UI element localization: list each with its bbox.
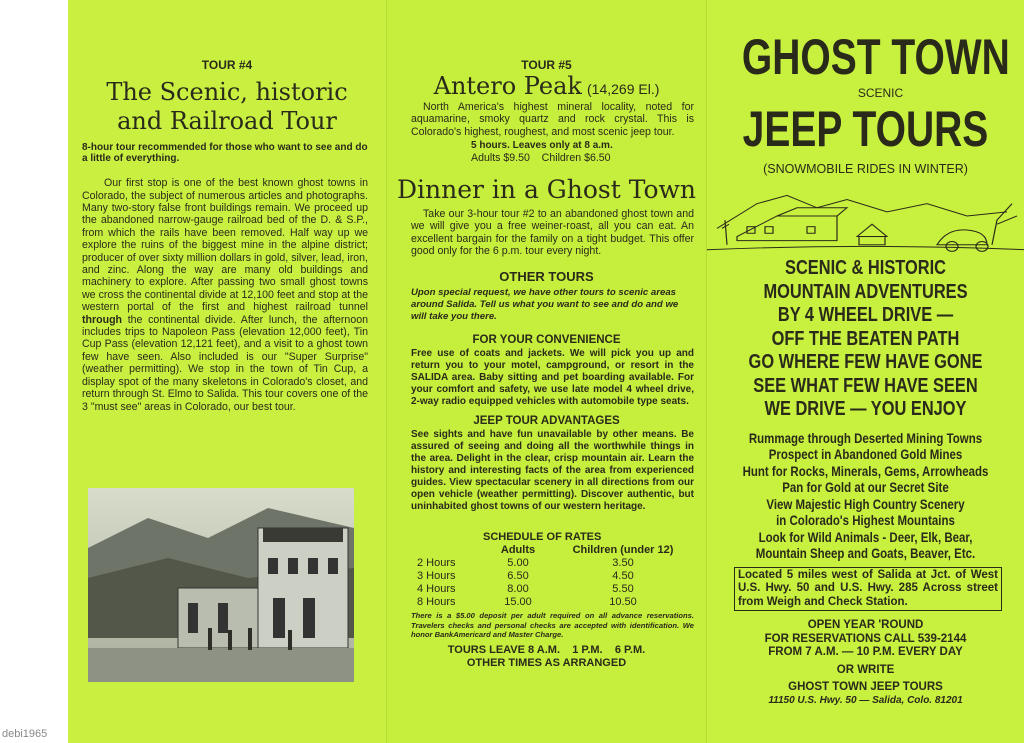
convenience-text: Free use of coats and jackets. We will pick you up and return you to your motel, campground, or resort in the SALIDA area. Baby sitting and pet boarding available. For your comfort and safety, we use late model 4 wheel drive, 2-way radio equipped vehicles with automobile type seats. xyxy=(411,348,694,408)
rates-header-row xyxy=(413,544,693,557)
table-row xyxy=(413,596,693,609)
slogans xyxy=(707,257,1024,422)
panel-cover xyxy=(706,0,1024,743)
dinner-title: Dinner in a Ghost Town xyxy=(396,174,697,204)
col-header: Adults xyxy=(500,544,536,557)
tour-leave-times: TOURS LEAVE 8 A.M. 1 P.M. 6 P.M. xyxy=(447,644,646,657)
antero-elevation: (14,269 El.) xyxy=(587,81,660,97)
reservation-hours: FROM 7 A.M. — 10 P.M. EVERY DAY xyxy=(768,646,963,658)
other-tours-text: Upon special request, we have other tours to scenic areas around Salida. Tell us what you want to see and do and we will take you there. xyxy=(411,287,679,323)
advantages-heading: JEEP TOUR ADVANTAGES xyxy=(473,415,620,428)
slogan: MOUNTAIN ADVENTURES xyxy=(763,280,968,303)
convenience-heading: FOR YOUR CONVENIENCE xyxy=(472,334,621,347)
reservations-phone: FOR RESERVATIONS CALL 539-2144 xyxy=(764,632,967,645)
activity: Prospect in Abandoned Gold Mines xyxy=(768,446,963,462)
activity: Pan for Gold at our Secret Site xyxy=(782,479,949,495)
slogan: GO WHERE FEW HAVE GONE xyxy=(748,351,983,373)
winter-note: (SNOWMOBILE RIDES IN WINTER) xyxy=(763,162,968,176)
cell: 5.50 xyxy=(612,582,634,595)
activity: View Majestic High Country Scenery xyxy=(766,495,965,512)
other-times: OTHER TIMES AS ARRANGED xyxy=(466,657,627,670)
activity: Mountain Sheep and Goats, Beaver, Etc. xyxy=(755,545,976,561)
cell: 8.00 xyxy=(507,582,529,595)
desc-part2: the continental divide. After lunch, the afternoon includes trips to Napoleon Pass (elevation 12,000 feet), Tin Cup Pass (elevation 12,121 feet), and a visit to a ghost town few have seen. Also included is our "Super Surprise" (weather permitting). We stop in the town of Tin Cup, a display spot of the many skeletons in Colorado's closet, and return through St. Elmo to Salida. This tour covers one of the 3 "must see" areas in Colorado, our best tour. xyxy=(82,313,368,413)
dinner-description: Take our 3-hour tour #2 to an abandoned ghost town and we will give you a free weiner-roast, all you can eat. An excellent bargain for the family on a tight budget. This offer good only for the 6 p.m. tour every night. xyxy=(411,207,694,258)
watermark: debi1965 xyxy=(2,728,48,740)
panel-tour-4 xyxy=(68,0,386,743)
other-tours-heading: OTHER TOURS xyxy=(499,269,594,285)
desc-bold: through xyxy=(82,313,123,326)
cell: 2 Hours xyxy=(417,557,456,570)
rates-table xyxy=(413,544,693,608)
tour-title-line1: The Scenic, historic xyxy=(106,78,348,106)
or-write: OR WRITE xyxy=(836,663,895,676)
cell: 3.50 xyxy=(612,557,634,570)
table-row xyxy=(413,583,693,596)
cover-scenic: SCENIC xyxy=(857,86,904,100)
activities xyxy=(707,430,1024,562)
cover-title-top: GHOST TOWN xyxy=(741,29,1010,85)
company-address: 11150 U.S. Hwy. 50 — Salida, Colo. 81201 xyxy=(768,694,963,706)
slogan: OFF THE BEATEN PATH xyxy=(771,327,960,350)
open-year-round: OPEN YEAR 'ROUND xyxy=(807,619,924,631)
antero-title: Antero Peak xyxy=(433,72,582,100)
cell: 8 Hours xyxy=(417,595,456,608)
cell: 4 Hours xyxy=(417,582,456,595)
col-header xyxy=(413,544,483,557)
tour-subtitle: 8-hour tour recommended for those who want to see and do a little of everything. xyxy=(82,141,368,165)
activity: Hunt for Rocks, Minerals, Gems, Arrowheads xyxy=(742,462,989,479)
antero-description: North America's highest mineral locality, noted for aquamarine, smoky quartz and rock crystal. This is Colorado's highest, roughest, and most scenic jeep tour. xyxy=(411,100,694,138)
deposit-note: There is a $5.00 deposit per adult required on all advance reservations. Travelers checks and personal checks are accepted with identification. We honor BankAmericard and Master Charge. xyxy=(411,611,694,639)
activity: in Colorado's Highest Mountains xyxy=(776,512,955,528)
slogan: SCENIC & HISTORIC xyxy=(784,257,946,279)
cover-title-bottom: JEEP TOURS xyxy=(742,101,989,157)
company-name: GHOST TOWN JEEP TOURS xyxy=(788,681,943,693)
activity: Rummage through Deserted Mining Towns xyxy=(748,429,983,446)
location-box: Located 5 miles west of Salida at Jct. of West U.S. Hwy. 50 and U.S. Hwy. 285 Across street from Weigh and Check Station. xyxy=(734,567,1002,612)
cell: 3 Hours xyxy=(417,570,456,583)
slogan: WE DRIVE — YOU ENJOY xyxy=(764,398,967,420)
tour-description xyxy=(68,177,386,413)
col-header: Children (under 12) xyxy=(572,544,674,557)
table-row xyxy=(413,557,693,570)
panel-tour-5 xyxy=(386,0,706,743)
rates-heading: SCHEDULE OF RATES xyxy=(483,531,602,544)
tour-title-line2: and Railroad Tour xyxy=(117,106,337,135)
antero-prices: Adults $9.50 Children $6.50 xyxy=(471,152,611,165)
slogan: SEE WHAT FEW HAVE SEEN xyxy=(753,374,978,397)
cell: 4.50 xyxy=(612,570,634,583)
cell: 15.00 xyxy=(504,595,532,608)
table-row xyxy=(413,570,693,583)
cell: 6.50 xyxy=(507,570,529,583)
slogan: BY 4 WHEEL DRIVE — xyxy=(777,304,954,326)
activity: Look for Wild Animals - Deer, Elk, Bear, xyxy=(758,528,973,545)
desc-part1: Our first stop is one of the best known ghost towns in Colorado, the subject of numerous articles and photographs. Many two-story false front buildings remain. We proceed up the abandoned narrow-gauge railroad bed of the D. & S.P., from which the rails have been removed. Half way up we explore the ruins of the biggest mine in the alpine district; producer of over sixty million dollars in gold, silver, lead, iron, and zinc. Along the way are many old buildings and machinery to explore. After passing two small ghost towns we cross the continental divide at 12,100 feet and stop at the western portal of the first and highest railroad tunnel xyxy=(82,177,368,314)
advantages-text: See sights and have fun unavailable by other means. Be assured of seeing and doing all the worthwhile things in the area. Delight in the clear, crisp mountain air. Learn the history and interesting facts of the area from experienced guides. View spectacular scenery in all directions from our open vehicle (weather permitting). Discover authentic, but uninhabited ghost towns of our western heritage. xyxy=(411,429,694,513)
ghost-town-sketch xyxy=(707,179,1024,253)
ghost-town-photo xyxy=(88,488,354,682)
cell: 10.50 xyxy=(609,595,637,608)
tour-label: TOUR #5 xyxy=(521,58,572,72)
cell: 5.00 xyxy=(507,557,529,570)
tour-label: TOUR #4 xyxy=(201,58,253,72)
antero-hours: 5 hours. Leaves only at 8 a.m. xyxy=(471,140,613,152)
